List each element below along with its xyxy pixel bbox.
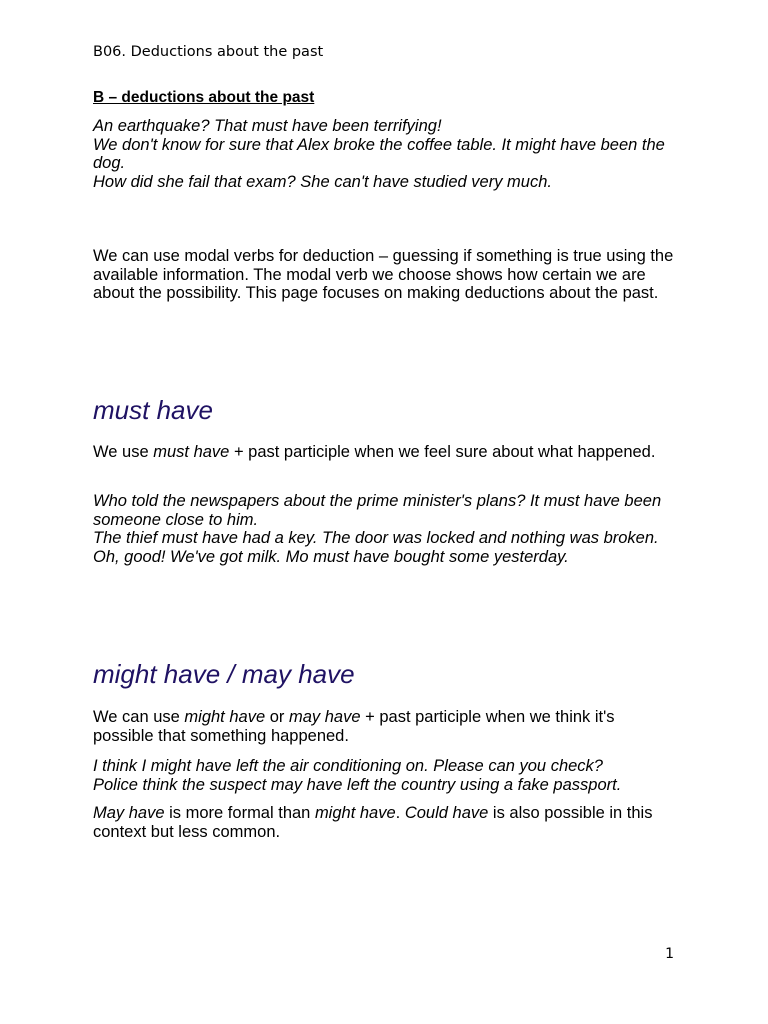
text-run: + past participle when we think it's possible that something happened. [93,708,615,745]
text-run: is more formal than [164,804,315,822]
heading-must-have: must have [93,395,213,425]
page-number: 1 [665,946,674,962]
example-line: An earthquake? That must have been terrifying! [93,117,442,135]
text-run: We use [93,443,154,461]
might-have-examples [93,757,678,794]
section-title: B – deductions about the past [93,89,315,106]
intro-examples [93,117,678,191]
emphasis-text: May have [93,804,165,822]
might-have-explanation [93,708,678,745]
emphasis-text: must have [153,443,230,461]
emphasis-text: may have [288,708,361,726]
example-line: The thief must have had a key. The door was locked and nothing was broken. [93,529,659,548]
text-run: . [395,804,405,822]
text-run: or [265,708,289,726]
emphasis-text: might have [314,804,396,822]
text-run: is also possible in this context but less common. [93,804,653,841]
must-have-explanation [93,443,678,462]
must-have-examples [93,492,678,566]
document-page [93,0,678,1024]
example-line: How did she fail that exam? She can't have studied very much. [93,172,552,191]
heading-might-have: might have / may have [93,659,355,689]
example-line: We don't know for sure that Alex broke the coffee table. It might have been the dog. [93,135,665,173]
example-line: Oh, good! We've got milk. Mo must have bought some yesterday. [93,547,569,566]
running-header: B06. Deductions about the past [93,44,324,60]
emphasis-text: Could have [404,804,489,822]
example-line: Police think the suspect may have left the country using a fake passport. [93,775,622,794]
text-run: + past participle when we feel sure about what happened. [229,443,656,461]
formality-note [93,804,678,841]
emphasis-text: might have [184,708,266,726]
text-run: We can use [93,708,185,726]
intro-paragraph: We can use modal verbs for deduction – guessing if something is true using the available information. The modal verb we choose shows how certain we are about the possibility. This page focuses on making deductions about the past. [93,247,674,303]
example-line: I think I might have left the air conditioning on. Please can you check? [93,757,603,775]
example-line: Who told the newspapers about the prime minister's plans? It must have been someone close to him. [93,492,662,529]
